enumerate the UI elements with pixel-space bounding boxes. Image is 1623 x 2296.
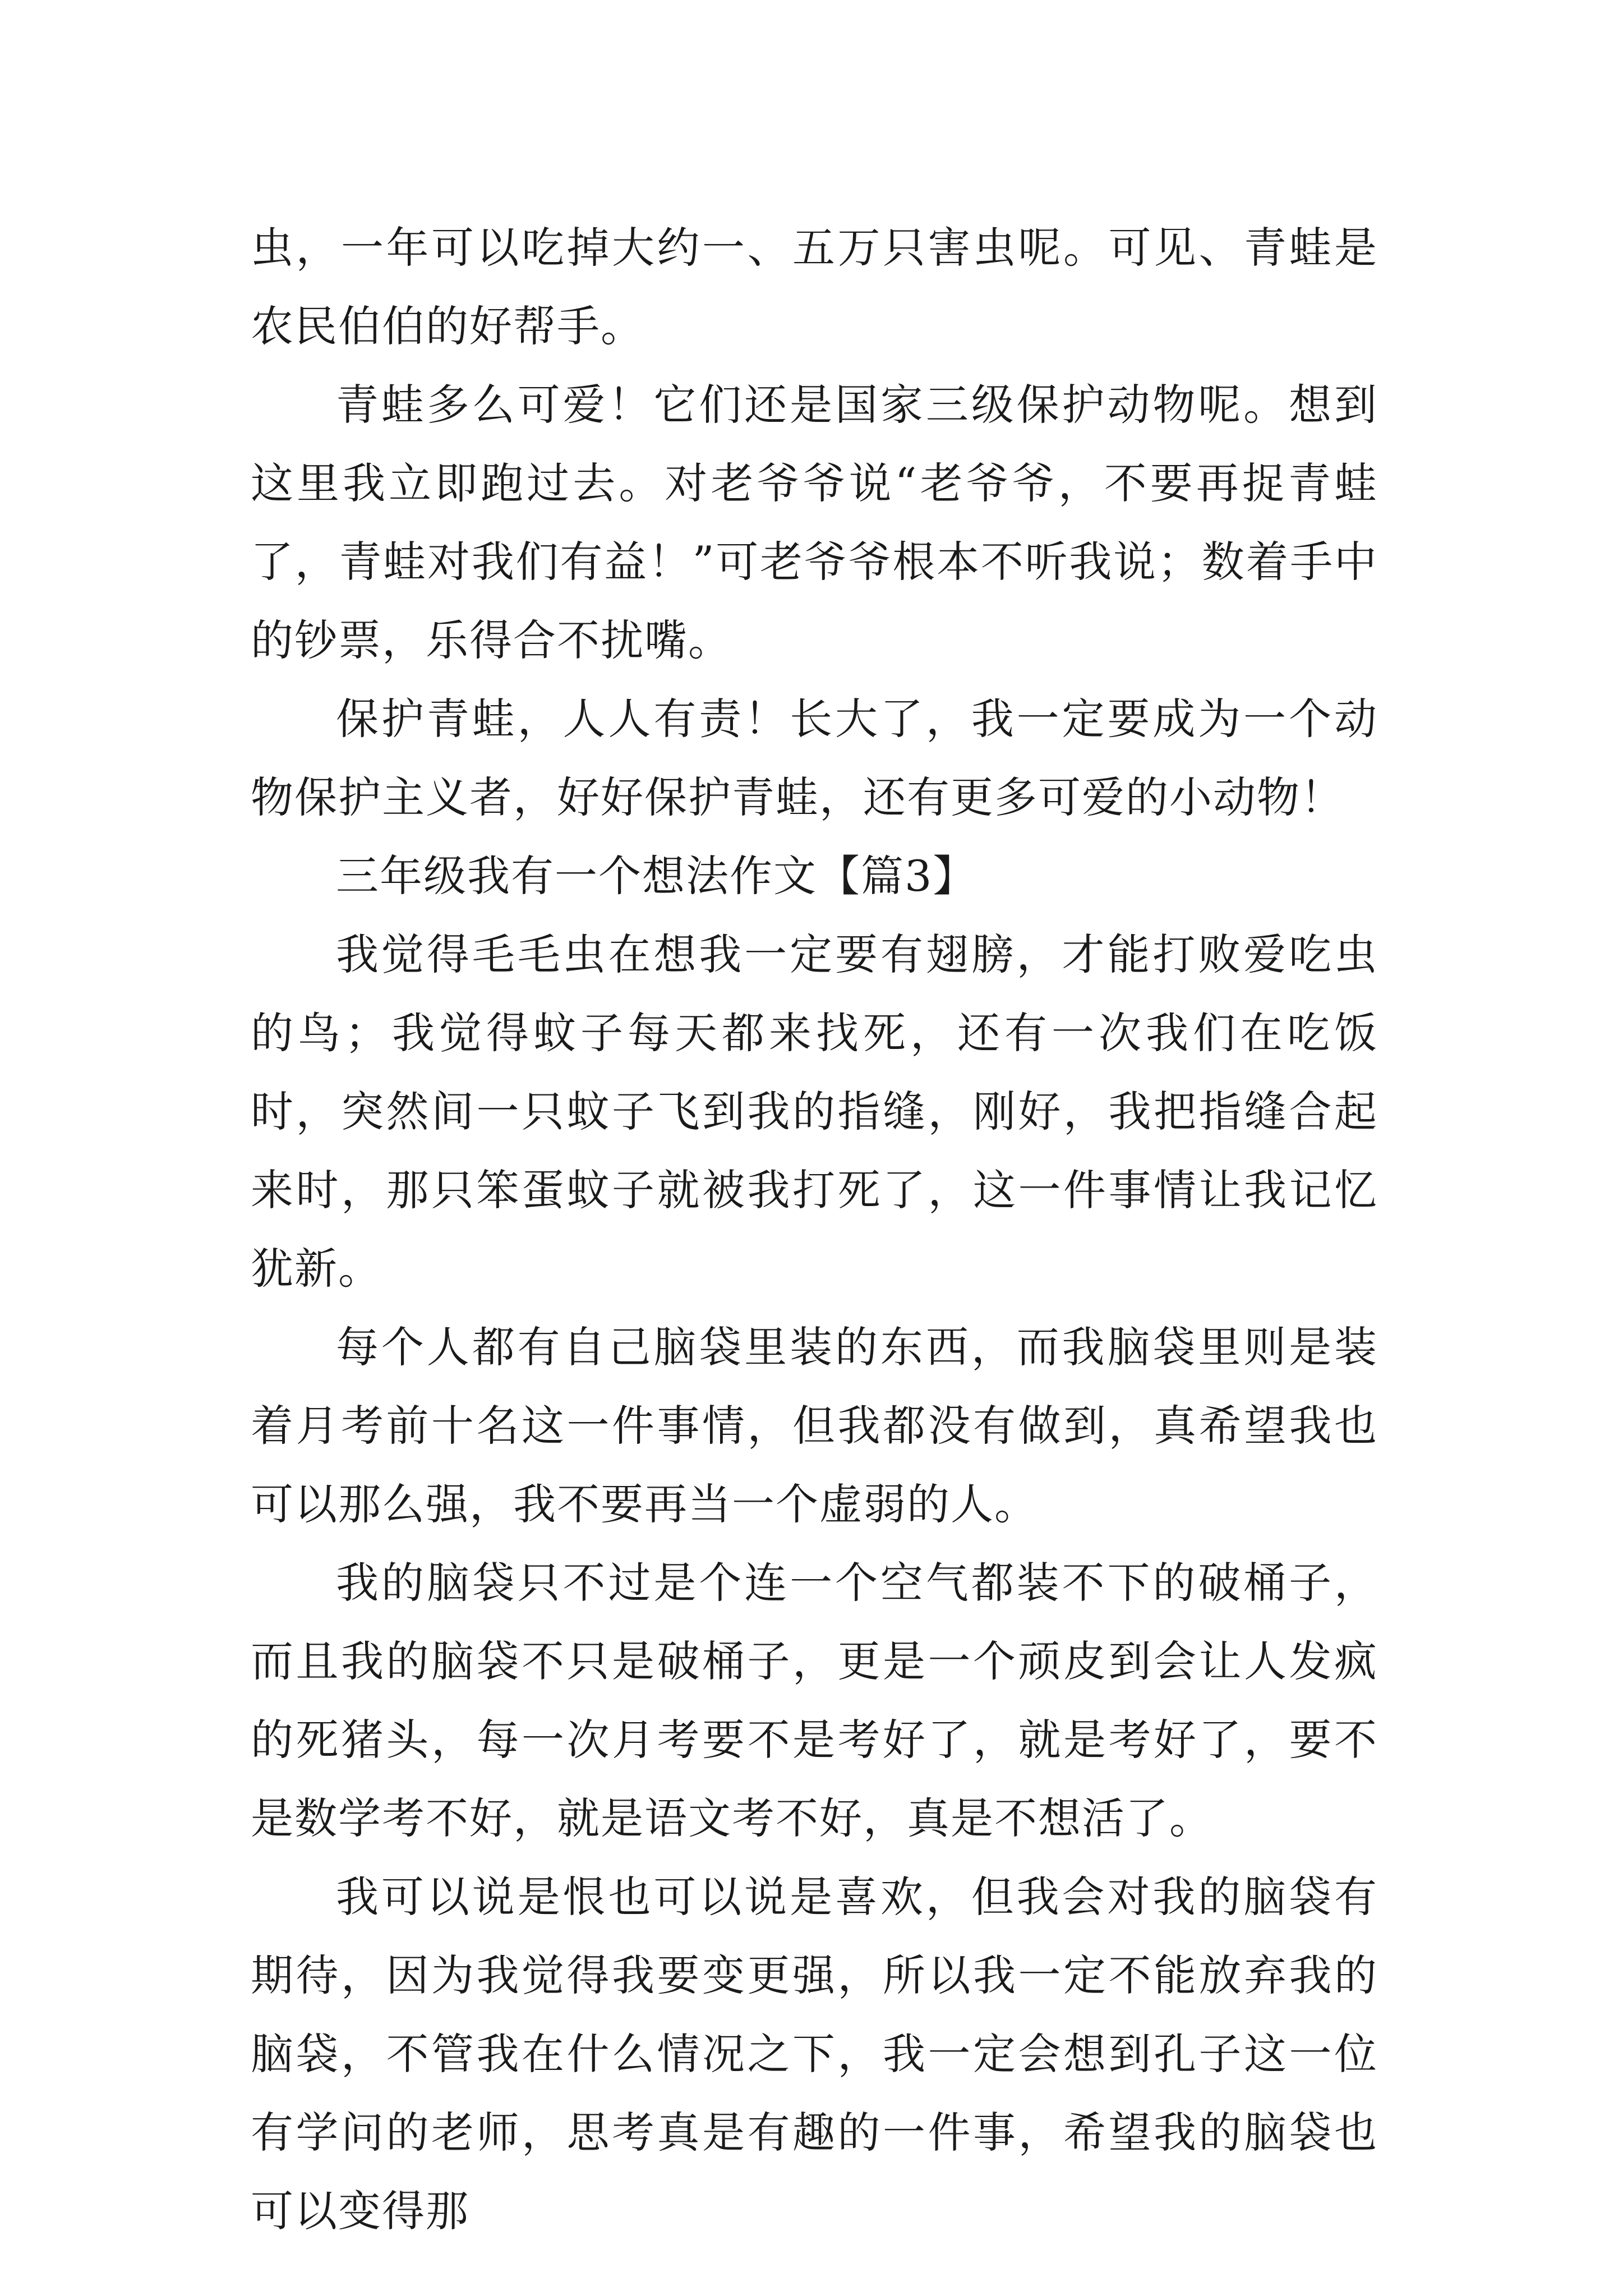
paragraph-3: 保护青蛙，人人有责！长大了，我一定要成为一个动物保护主义者，好好保护青蛙，还有更多可爱的小动物！ [251, 694, 1378, 822]
paragraph-6: 我的脑袋只不过是个连一个空气都装不下的破桶子，而且我的脑袋不只是破桶子，更是一个顽皮到会让人发疯的死猪头，每一次月考要不是考好了，就是考好了，要不是数学考不好，就是语文考不好，真是不想活了。 [251, 1558, 1378, 1843]
paragraph-7: 我可以说是恨也可以说是喜欢，但我会对我的脑袋有期待，因为我觉得我要变更强，所以我一定不能放弃我的脑袋，不管我在什么情况之下，我一定会想到孔子这一位有学问的老师，思考真是有趣的一件事，希望我的脑袋也可以变得那 [251, 1872, 1378, 2236]
section-heading: 三年级我有一个想法作文【篇3】 [336, 851, 977, 901]
paragraph-4: 我觉得毛毛虫在想我一定要有翅膀，才能打败爱吃虫的鸟；我觉得蚊子每天都来找死，还有一次我们在吃饭时，突然间一只蚊子飞到我的指缝，刚好，我把指缝合起来时，那只笨蛋蚊子就被我打死了，这一件事情让我记忆犹新。 [251, 930, 1378, 1294]
paragraph-5: 每个人都有自己脑袋里装的东西，而我脑袋里则是装着月考前十名这一件事情，但我都没有做到，真希望我也可以那么强，我不要再当一个虚弱的人。 [251, 1322, 1378, 1529]
paragraph-2: 青蛙多么可爱！它们还是国家三级保护动物呢。想到这里我立即跑过去。对老爷爷说“老爷爷，不要再捉青蛙了，青蛙对我们有益！”可老爷爷根本不听我说；数着手中的钞票，乐得合不扰嘴。 [251, 380, 1378, 665]
document-body [251, 209, 1378, 2251]
paragraph-1: 虫，一年可以吃掉大约一、五万只害虫呢。可见、青蛙是农民伯伯的好帮手。 [251, 223, 1378, 351]
